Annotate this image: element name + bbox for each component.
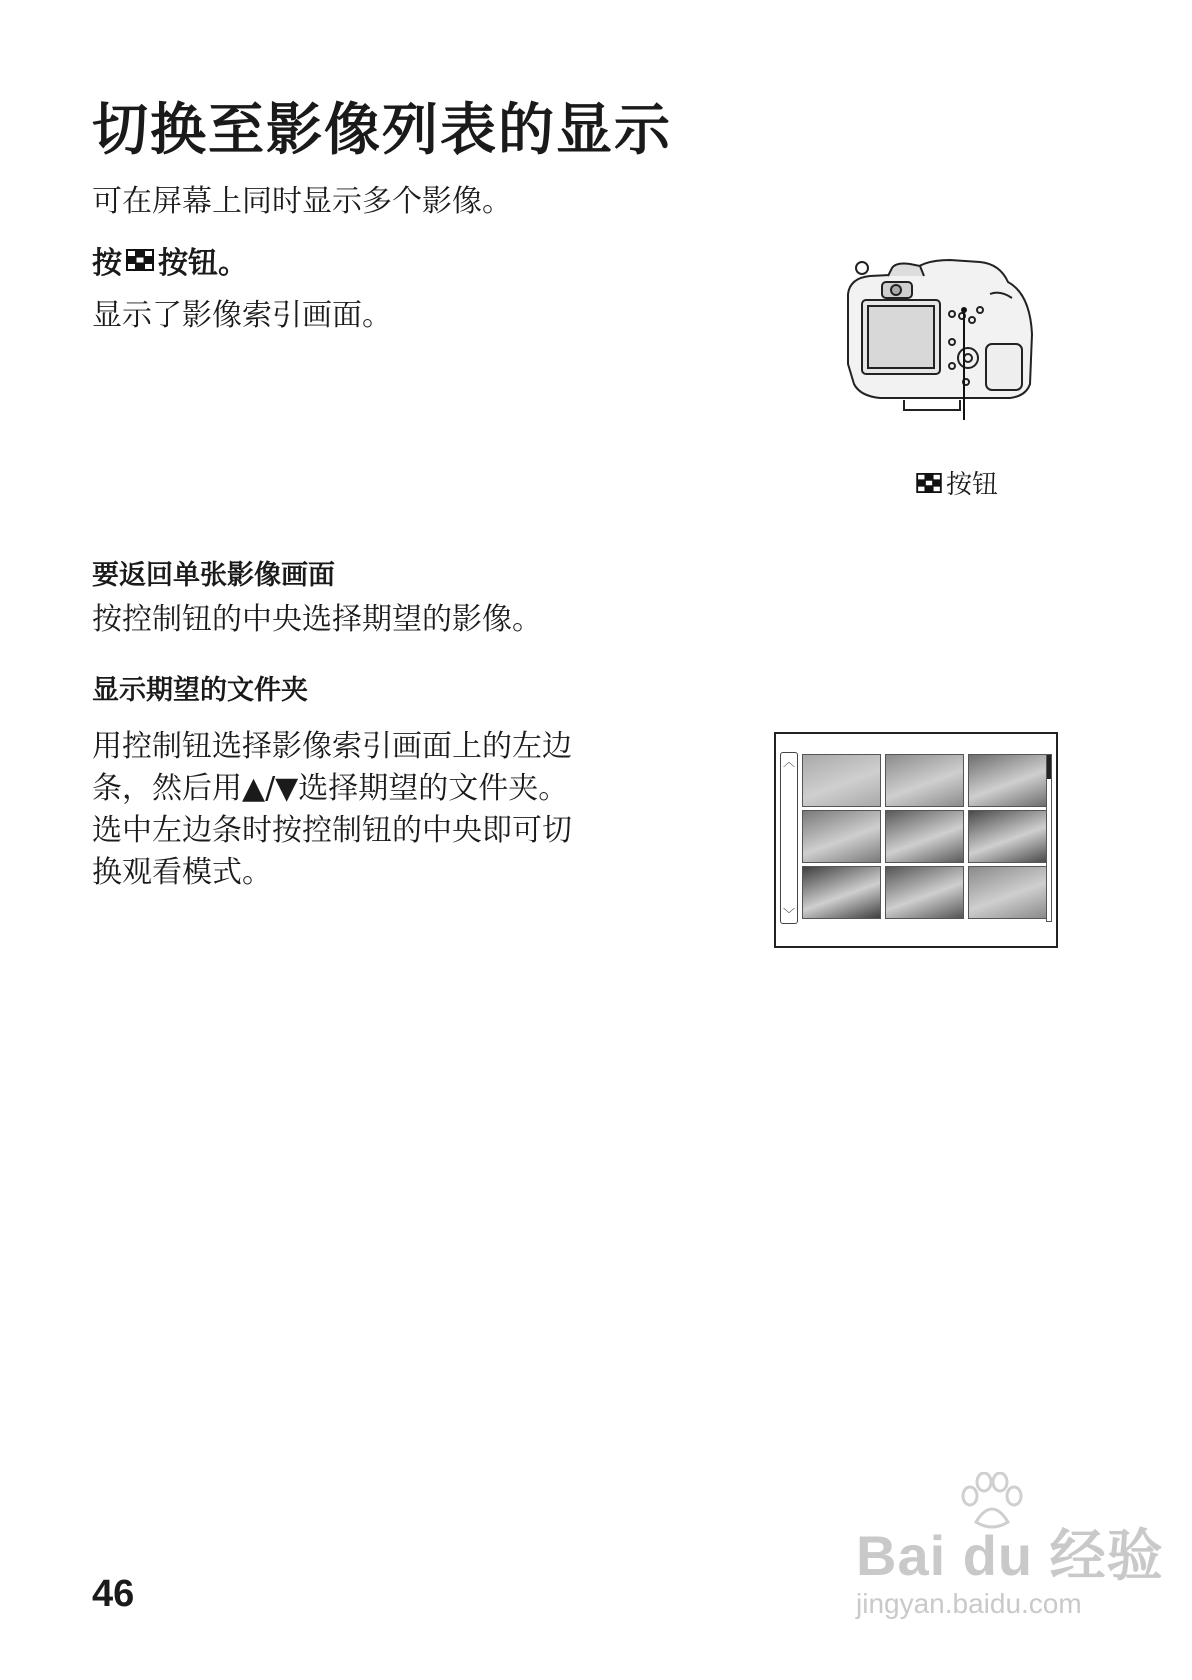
watermark-url: jingyan.baidu.com [856,1588,1082,1619]
page-title: 切换至影像列表的显示 [92,98,672,163]
section-folder-body [92,726,642,894]
scroll-thumb [1047,755,1051,779]
paw-logo-icon [956,1472,1026,1532]
page-number: 46 [92,1573,135,1615]
camera-caption-text: 按钮 [946,470,999,500]
thumbnail-image [885,866,964,919]
index-icon [126,249,154,271]
scrollbar [1046,754,1052,922]
thumbnail-image [802,810,881,863]
intro-text: 可在屏幕上同时显示多个影像。 [92,184,512,219]
folder-line: 选中左边条时按控制钮的中央即可切 [92,813,572,848]
thumbnail-image [885,754,964,807]
watermark-logo: Bai du 经验 [856,1524,1164,1587]
folder-line: 换观看模式。 [92,855,272,890]
index-icon [916,473,942,493]
step-heading [92,238,248,282]
chevron-down-icon: ﹀ [782,907,795,921]
chevron-up-icon: ︿ [782,755,795,769]
step-prefix: 按 [92,246,122,281]
thumbnail-image [885,810,964,863]
section-return-body: 按控制钮的中央选择期望的影像。 [92,602,542,637]
step-body: 显示了影像索引画面。 [92,298,392,333]
watermark [856,1512,1164,1620]
thumbnail-image [802,754,881,807]
thumbnail-image [968,754,1047,807]
camera-caption [916,464,998,501]
camera-illustration [840,254,1040,454]
section-return-heading: 要返回单张影像画面 [92,560,335,591]
folder-line: 条，然后用▲/▼选择期望的文件夹。 [92,771,569,806]
folder-line: 用控制钮选择影像索引画面上的左边 [92,729,572,764]
step-suffix: 按钮。 [158,246,248,281]
section-folder-heading: 显示期望的文件夹 [92,675,308,706]
thumbnail-image [968,810,1047,863]
index-screen-illustration [774,732,1058,948]
thumbnail-image [968,866,1047,919]
folder-sidebar [780,752,798,924]
thumbnail-image [802,866,881,919]
